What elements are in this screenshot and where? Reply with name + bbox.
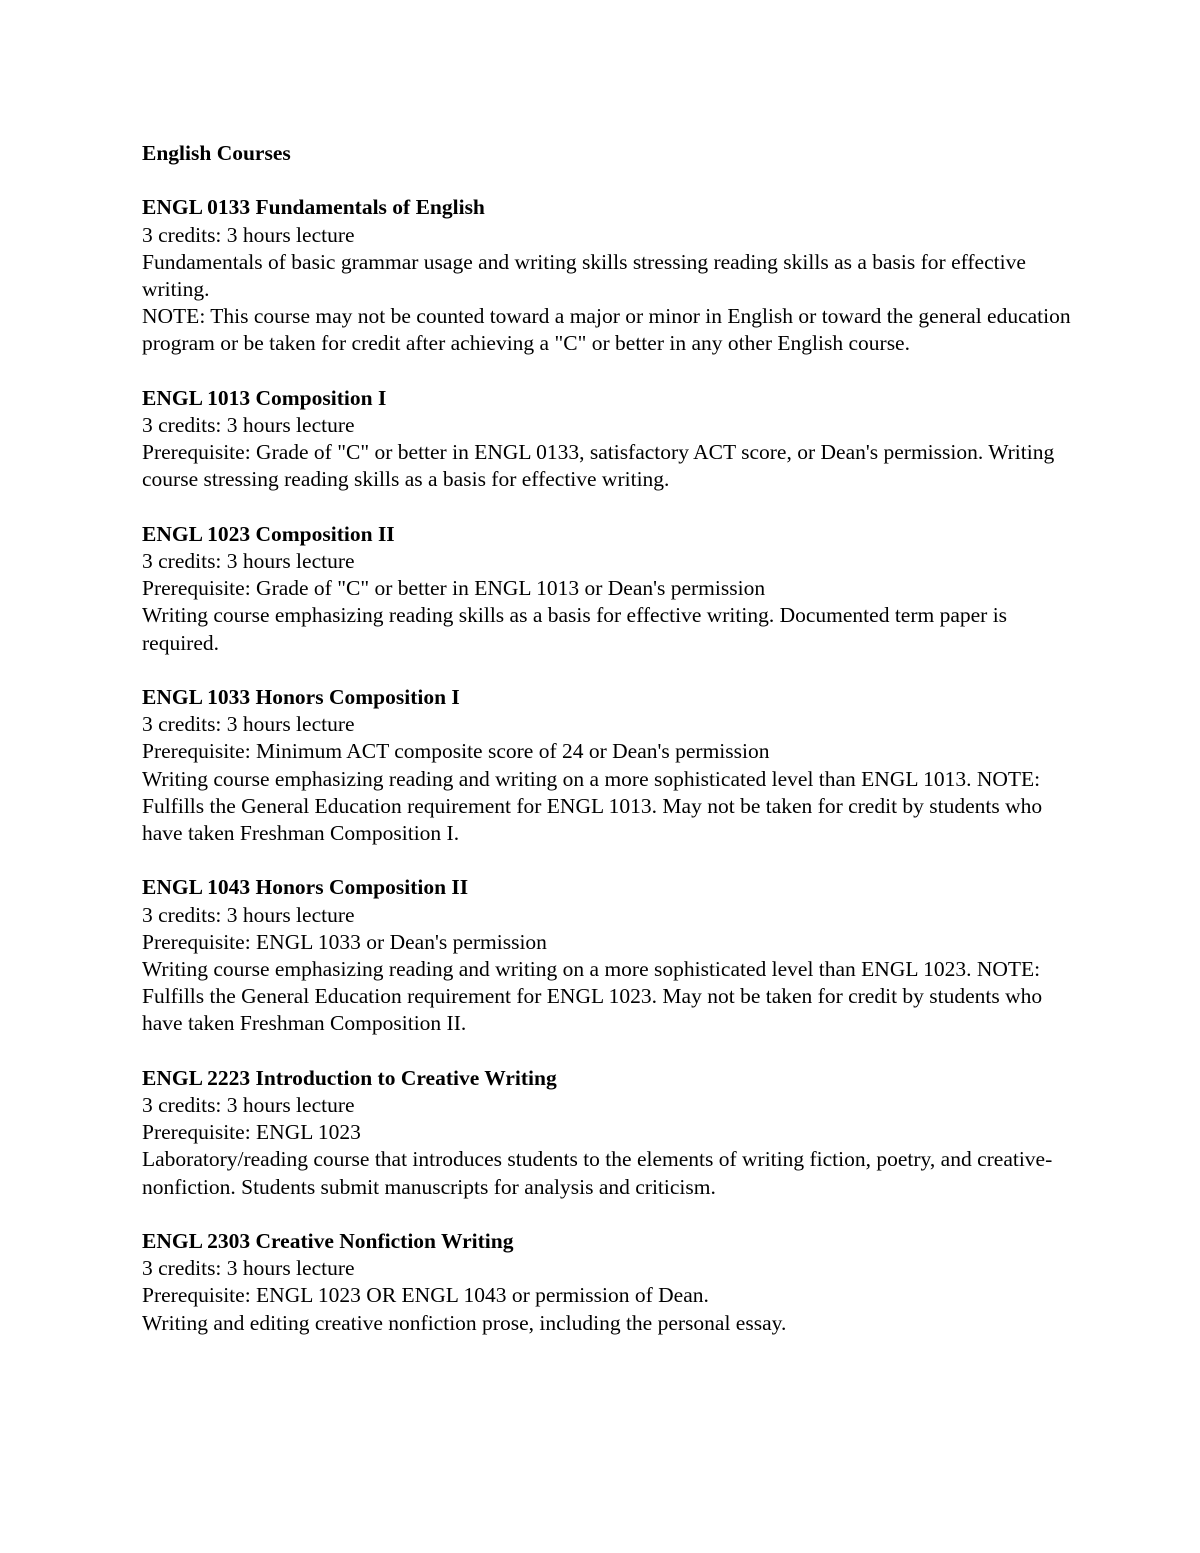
course-prerequisite: Prerequisite: ENGL 1033 or Dean's permission xyxy=(142,929,547,954)
course-credits: 3 credits: 3 hours lecture xyxy=(142,413,355,437)
course-entry xyxy=(142,1228,1082,1337)
course-credits: 3 credits: 3 hours lecture xyxy=(142,902,355,927)
course-credits: 3 credits: 3 hours lecture xyxy=(142,1093,355,1118)
course-credits: 3 credits: 3 hours lecture xyxy=(142,712,355,737)
course-entry xyxy=(142,521,1082,657)
course-prerequisite: Prerequisite: Minimum ACT composite score of 24 or Dean's permission xyxy=(142,739,770,764)
document-title: English Courses xyxy=(142,141,291,165)
course-title: ENGL 1013 Composition I xyxy=(142,385,387,410)
course-entry xyxy=(142,684,1082,847)
course-entry xyxy=(142,194,1082,357)
course-title: ENGL 1023 Composition II xyxy=(142,521,395,546)
course-description: Writing course emphasizing reading and writing on a more sophisticated level than ENGL 1023. NOTE: Fulfills the General Education requirement for ENGL 1023. May not be taken for credit by students who have taken Freshman Composition II. xyxy=(142,957,1043,1036)
course-title: ENGL 2303 Creative Nonfiction Writing xyxy=(142,1229,514,1254)
course-entry xyxy=(142,1065,1082,1201)
course-description: Fundamentals of basic grammar usage and writing skills stressing reading skills as a basis for effective writing. xyxy=(142,249,1026,301)
course-description: Laboratory/reading course that introduces students to the elements of writing fiction, poetry, and creative-nonfiction. Students submit manuscripts for analysis and criticism. xyxy=(142,1147,1053,1199)
course-title: ENGL 1043 Honors Composition II xyxy=(142,875,469,900)
course-title: ENGL 2223 Introduction to Creative Writing xyxy=(142,1065,557,1090)
course-description: Writing and editing creative nonfiction prose, including the personal essay. xyxy=(142,1310,787,1335)
course-entry xyxy=(142,874,1082,1037)
course-prerequisite: Prerequisite: ENGL 1023 OR ENGL 1043 or permission of Dean. xyxy=(142,1283,709,1308)
course-prerequisite: Prerequisite: ENGL 1023 xyxy=(142,1120,361,1145)
course-title: ENGL 1033 Honors Composition I xyxy=(142,685,460,709)
course-title: ENGL 0133 Fundamentals of English xyxy=(142,195,485,220)
course-credits: 3 credits: 3 hours lecture xyxy=(142,549,355,573)
document-page xyxy=(142,140,1082,1364)
course-description: Writing course emphasizing reading skills as a basis for effective writing. Documented term paper is required. xyxy=(142,603,1008,655)
course-prerequisite: Prerequisite: Grade of "C" or better in ENGL 1013 or Dean's permission xyxy=(142,576,766,601)
course-credits: 3 credits: 3 hours lecture xyxy=(142,222,355,247)
course-note: NOTE: This course may not be counted toward a major or minor in English or toward the general education program or be taken for credit after achieving a "C" or better in any other English course. xyxy=(142,304,1071,356)
course-prerequisite: Prerequisite: Grade of "C" or better in ENGL 0133, satisfactory ACT score, or Dean's permission. Writing course stressing reading skills as a basis for effective writing. xyxy=(142,440,1055,492)
course-credits: 3 credits: 3 hours lecture xyxy=(142,1256,355,1281)
course-entry xyxy=(142,385,1082,494)
course-description: Writing course emphasizing reading and writing on a more sophisticated level than ENGL 1013. NOTE: Fulfills the General Education requirement for ENGL 1013. May not be taken for credit by students who have taken Freshman Composition I. xyxy=(142,766,1043,846)
